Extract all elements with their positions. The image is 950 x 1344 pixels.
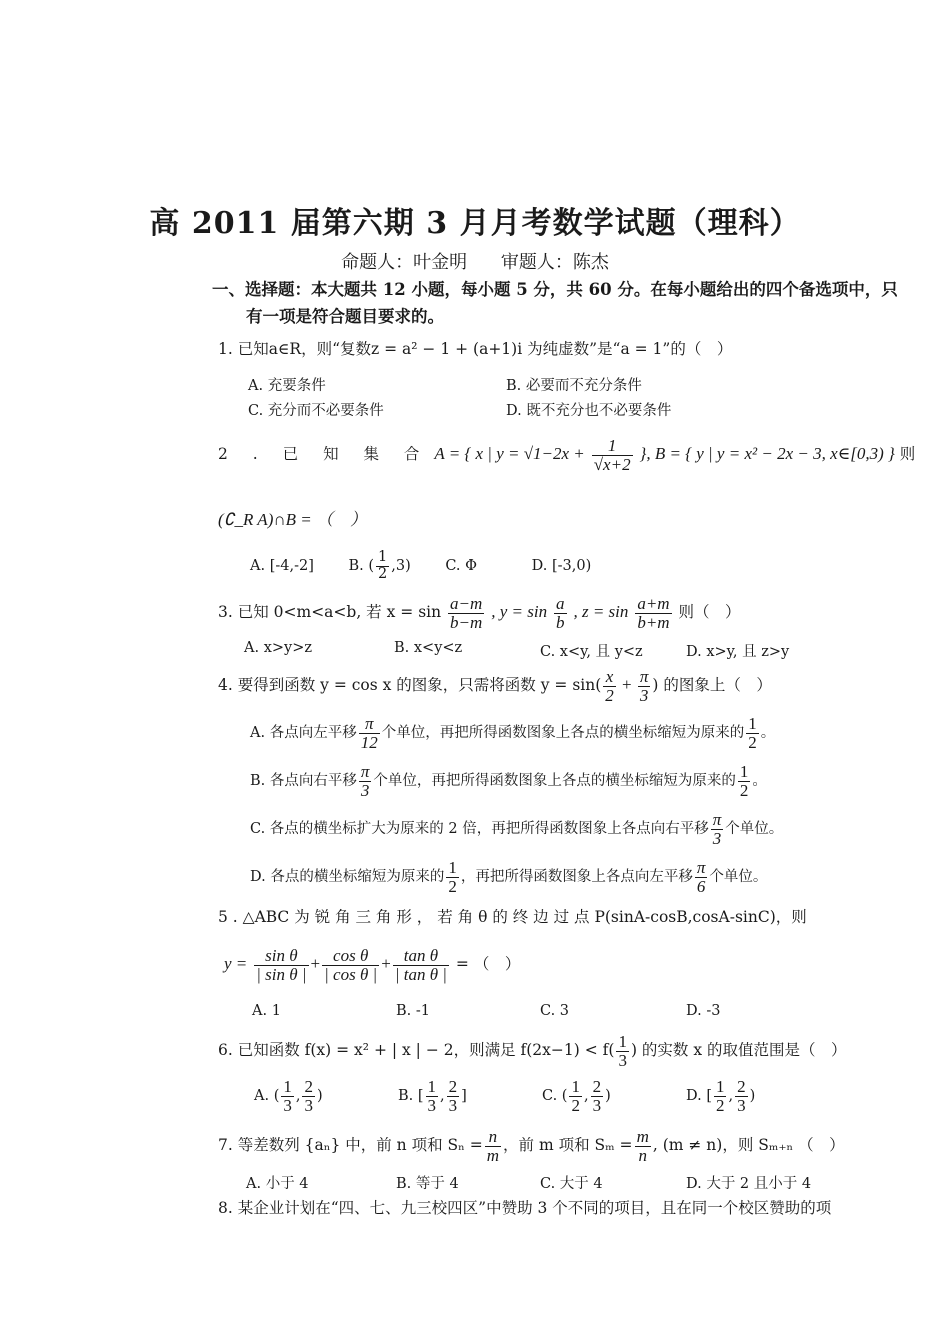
question-5-term2-num: cos θ <box>322 947 379 966</box>
question-7-frac2-den: n <box>638 1145 647 1165</box>
question-6-d-pre: D. [ <box>686 1088 712 1104</box>
question-4-tail: ) 的图象上（ ） <box>652 676 772 694</box>
question-3-x-fraction <box>448 595 484 632</box>
question-6-a-n1: 1 <box>283 1076 292 1096</box>
question-4-frac2-den: 3 <box>639 685 649 705</box>
question-4-b-den: 3 <box>360 780 370 800</box>
question-4-d-num2: π <box>696 857 706 877</box>
question-3-y-fraction <box>554 595 567 632</box>
question-2-option-b-num: 1 <box>378 549 388 566</box>
question-2-option-b-pre: B. ( <box>348 558 375 574</box>
question-6-den: 3 <box>618 1050 627 1070</box>
question-6-d-end: ) <box>749 1088 756 1104</box>
question-5-option-b: B. -1 <box>396 1003 430 1019</box>
question-4-frac2-num: π <box>639 666 649 686</box>
question-3-z-fraction <box>635 595 671 632</box>
exam-authors <box>0 248 950 274</box>
question-3-lead: 3. 已知 0<m<a<b, 若 x = sin <box>218 603 442 621</box>
question-4-a-mid: 个单位，再把所得函数图象上各点的横坐标缩短为原来的 <box>381 725 745 741</box>
question-2-set-a: A = { x | y = √1−2x + <box>434 444 585 463</box>
question-7-option-a: A. 小于 4 <box>246 1176 309 1192</box>
question-4-d-end: 个单位。 <box>709 869 768 885</box>
question-7-frac1 <box>485 1128 501 1165</box>
question-6-a-comma: , <box>295 1088 301 1104</box>
question-4-plus: + <box>617 675 636 694</box>
question-7-frac2 <box>635 1128 651 1165</box>
question-6-c-frac1 <box>569 1078 582 1115</box>
question-6-c-d1: 2 <box>571 1095 580 1115</box>
question-5-tail: = （ ） <box>455 955 521 973</box>
question-2-expression: (∁_R A)∩B = （ ） <box>218 510 367 529</box>
question-3-x-den: b−m <box>450 612 483 632</box>
question-3-z-den: b+m <box>637 612 670 632</box>
question-5-term3-num: tan θ <box>393 947 449 966</box>
question-6-a-n2: 2 <box>304 1076 313 1096</box>
question-4-frac2 <box>638 668 651 705</box>
question-4-option-a <box>250 712 775 754</box>
question-4-b-end: 。 <box>752 773 767 789</box>
question-4-b-num: π <box>360 761 370 781</box>
question-6-c-n2: 2 <box>592 1076 602 1096</box>
question-5-option-a: A. 1 <box>252 1003 281 1019</box>
question-6-a-frac2 <box>302 1078 315 1115</box>
question-6-a-frac1 <box>281 1078 294 1115</box>
question-5-term3 <box>393 947 449 984</box>
question-6-b-d1: 3 <box>427 1095 437 1115</box>
question-6-option-a <box>254 1074 323 1118</box>
question-7-mid: ，前 m 项和 Sₘ = <box>503 1136 633 1154</box>
question-4-c-num: π <box>712 809 722 829</box>
question-3-option-a: A. x>y>z <box>244 640 312 656</box>
question-4-d-pre: D. 各点的横坐标缩短为原来的 <box>250 869 445 885</box>
question-6-c-end: ) <box>605 1088 611 1104</box>
question-6-lead: 6. 已知函数 f(x) = x² + | x | − 2，则满足 f(2x−1) < f( <box>218 1041 615 1059</box>
question-3-x-num: a−m <box>450 593 483 613</box>
question-6-b-n2: 2 <box>448 1076 458 1096</box>
question-2-option-b <box>348 549 415 582</box>
question-6-d-frac2 <box>735 1078 748 1115</box>
question-6-tail: ) 的实数 x 的取值范围是（ ） <box>630 1041 847 1059</box>
question-3-stem <box>218 592 741 632</box>
question-5-plus1: + <box>310 954 321 973</box>
question-4-option-d <box>250 856 767 898</box>
question-1-stem: 1. 已知a∈R，则“复数z = a² − 1 + (a+1)i 为纯虚数”是“a = 1”的（ ） <box>218 340 733 358</box>
question-3-z-pre: , z = sin <box>573 602 629 621</box>
question-5-term2 <box>322 947 379 984</box>
question-4-a-frac1 <box>359 715 380 752</box>
question-6-b-n1: 1 <box>427 1076 437 1096</box>
question-5-term1-num: sin θ <box>254 947 308 966</box>
question-4-option-c <box>250 808 783 850</box>
question-5-term2-den: | cos θ | <box>324 964 378 984</box>
question-7-frac1-num: n <box>485 1128 501 1147</box>
question-4-a-frac2 <box>746 715 759 752</box>
question-4-frac1-num: x <box>603 668 616 687</box>
question-2-option-c: C. Φ <box>445 558 478 574</box>
question-1-option-d: D. 既不充分也不必要条件 <box>506 403 672 419</box>
question-5-term3-den: | tan θ | <box>394 964 447 984</box>
question-7-frac2-num: m <box>636 1126 649 1146</box>
question-2-lead: 2 . 已 知 集 合 <box>218 445 430 463</box>
question-4-a-den: 12 <box>360 732 378 752</box>
question-1-option-c: C. 充分而不必要条件 <box>248 403 384 419</box>
question-6-option-c <box>542 1074 611 1118</box>
question-8-stem: 8. 某企业计划在“四、七、九三校四区”中赞助 3 个不同的项目，且在同一个校区赞助的项 <box>218 1199 832 1217</box>
question-2-options <box>250 548 591 584</box>
question-6-c-d2: 3 <box>592 1095 602 1115</box>
question-6-d-frac1 <box>714 1078 727 1115</box>
setter-name: 命题人：叶金明 <box>341 252 468 273</box>
question-4-a-num2: 1 <box>748 713 757 733</box>
question-3-option-b: B. x<y<z <box>394 640 463 656</box>
question-6-a-end: ) <box>316 1088 323 1104</box>
question-7-lead: 7. 等差数列 {aₙ} 中，前 n 项和 Sₙ = <box>218 1136 483 1154</box>
question-6-num: 1 <box>618 1031 627 1051</box>
question-7-stem <box>218 1124 845 1166</box>
question-4-b-pre: B. 各点向右平移 <box>250 773 357 789</box>
question-6-option-d <box>686 1074 755 1118</box>
question-7-option-b: B. 等于 4 <box>396 1176 459 1192</box>
question-6-c-frac2 <box>591 1078 604 1115</box>
question-6-d-d2: 3 <box>737 1095 746 1115</box>
question-2-option-a: A. [-4,-2] <box>250 558 314 574</box>
question-6-a-d2: 3 <box>304 1095 313 1115</box>
question-2-tail: 则 <box>899 445 916 463</box>
question-2-option-b-den: 2 <box>378 565 388 582</box>
question-4-a-pre: A. 各点向左平移 <box>250 725 357 741</box>
question-6-a-pre: A. ( <box>254 1088 280 1104</box>
question-4-a-end: 。 <box>760 725 776 741</box>
question-2-option-b-fraction <box>376 550 389 581</box>
question-7-frac1-den: m <box>486 1145 500 1165</box>
question-4-d-frac1 <box>446 859 459 896</box>
question-5-y: y = <box>224 954 248 973</box>
question-4-b-den2: 2 <box>739 780 749 800</box>
question-6-c-comma: , <box>583 1088 589 1104</box>
question-6-d-n2: 2 <box>737 1076 746 1096</box>
question-6-option-b <box>398 1074 467 1118</box>
reviewer-name: 审题人：陈杰 <box>500 252 609 273</box>
question-4-c-pre: C. 各点的横坐标扩大为原来的 2 倍，再把所得函数图象上各点向右平移 <box>250 821 709 837</box>
question-6-d-d1: 2 <box>715 1095 725 1115</box>
question-2-option-d: D. [-3,0) <box>531 558 592 574</box>
question-5-option-d: D. -3 <box>686 1003 721 1019</box>
question-4-d-frac2 <box>695 859 708 896</box>
question-7-option-d: D. 大于 2 且小于 4 <box>686 1176 812 1192</box>
question-6-stem <box>218 1030 847 1070</box>
question-2-fraction-denominator: √x+2 <box>593 454 631 474</box>
question-2-fraction-numerator: 1 <box>592 437 633 456</box>
question-4-b-frac2 <box>738 763 751 800</box>
question-1-option-b: B. 必要而不充分条件 <box>506 378 642 394</box>
question-2-set-b: }, B = { y | y = x² − 2x − 3, x∈[0,3) } <box>639 444 895 463</box>
question-3-y-den: b <box>556 612 565 632</box>
question-6-c-pre: C. ( <box>542 1088 568 1104</box>
question-4-a-den2: 2 <box>748 732 757 752</box>
question-6-d-n1: 1 <box>715 1076 725 1096</box>
question-4-d-den: 2 <box>448 876 457 896</box>
question-4-d-num: 1 <box>448 857 457 877</box>
question-3-option-d: D. x>y, 且 z>y <box>686 644 790 660</box>
section-heading-line1: 一、选择题：本大题共 12 小题，每小题 5 分，共 60 分。在每小题给出的四个备选项中，只 <box>212 280 898 299</box>
question-6-fraction <box>616 1033 629 1070</box>
question-5-term1 <box>254 947 308 984</box>
question-5-plus2: + <box>381 954 391 973</box>
question-7-tail: , (m ≠ n)，则 Sₘ₊ₙ （ ） <box>652 1136 845 1154</box>
question-4-b-mid: 个单位，再把所得函数图象上各点的横坐标缩短为原来的 <box>373 773 736 789</box>
question-4-c-end: 个单位。 <box>725 821 784 837</box>
question-6-a-d1: 3 <box>283 1095 292 1115</box>
question-7-option-c: C. 大于 4 <box>540 1176 603 1192</box>
question-6-b-frac2 <box>447 1078 460 1115</box>
question-4-frac1 <box>603 668 616 705</box>
question-4-option-b <box>250 760 767 802</box>
question-6-c-n1: 1 <box>571 1076 580 1096</box>
question-4-stem <box>218 664 772 706</box>
question-3-z-num: a+m <box>637 593 670 613</box>
exam-title: 高 2011 届第六期 3 月月考数学试题（理科） <box>149 206 801 241</box>
question-6-b-frac1 <box>426 1078 439 1115</box>
question-4-b-num2: 1 <box>739 761 749 781</box>
question-5-expression <box>224 942 520 986</box>
question-6-b-d2: 3 <box>448 1095 458 1115</box>
question-2-stem <box>218 432 915 476</box>
question-6-b-pre: B. [ <box>398 1088 424 1104</box>
question-3-y-pre: , y = sin <box>491 602 548 621</box>
question-2-option-b-post: ,3) <box>391 558 411 574</box>
question-4-frac1-den: 2 <box>605 685 614 705</box>
section-heading-line2: 有一项是符合题目要求的。 <box>246 307 444 326</box>
question-3-option-c: C. x<y, 且 y<z <box>540 644 643 660</box>
question-5-stem: 5 . △ABC 为 锐 角 三 角 形 ， 若 角 θ 的 终 边 过 点 P(sinA-cosB,cosA-sinC)，则 <box>218 908 807 926</box>
question-5-term1-den: | sin θ | <box>256 964 307 984</box>
question-2-fraction <box>592 437 633 474</box>
question-5-option-c: C. 3 <box>540 1003 570 1019</box>
question-4-c-den: 3 <box>712 828 722 848</box>
question-4-a-num: π <box>359 715 380 734</box>
question-3-y-num: a <box>556 593 565 613</box>
question-4-d-den2: 6 <box>696 876 706 896</box>
question-6-b-end: ] <box>461 1088 467 1104</box>
question-4-b-frac1 <box>359 763 372 800</box>
question-4-d-mid: ，再把所得函数图象上各点向左平移 <box>460 869 693 885</box>
question-4-c-frac <box>711 811 724 848</box>
question-3-tail: 则（ ） <box>678 603 741 621</box>
question-1-option-a: A. 充要条件 <box>248 378 326 394</box>
question-6-b-comma: , <box>440 1088 445 1104</box>
question-4-lead: 4. 要得到函数 y = cos x 的图象，只需将函数 y = sin( <box>218 676 602 694</box>
question-6-d-comma: , <box>728 1088 734 1104</box>
